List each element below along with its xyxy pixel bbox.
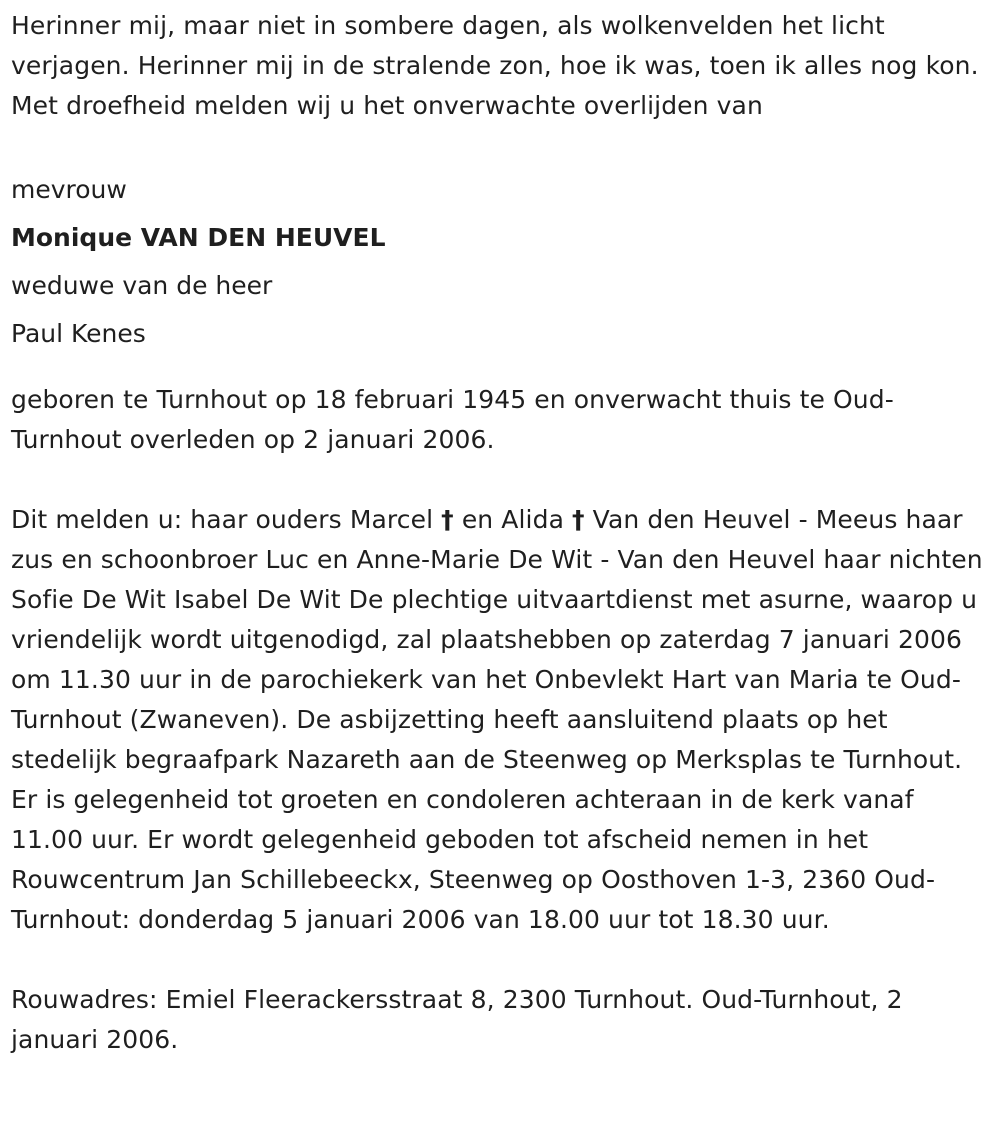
deceased-name: Monique VAN DEN HEUVEL (11, 223, 386, 252)
spacer (11, 358, 989, 380)
cross-icon: † (441, 505, 454, 534)
announcement-text-3: Van den Heuvel - Meeus haar zus en schoonbroer Luc en Anne-Marie De Wit - Van den Heuvel haar nichten Sofie De Wit Isabel De Wit De plechtige uitvaartdienst met asurne, waarop u vriendelijk wordt uitgenodigd, zal plaatshebben op zaterdag 7 januari 2006 om 11.30 uur in de parochiekerk van het Onbevlekt Hart van Maria te Oud-Turnhout (Zwaneven). De asbijzetting heeft aansluitend plaats op het stedelijk begraafpark Nazareth aan de Steenweg op Merksplas te Turnhout. Er is gelegenheid tot groeten en condoleren achteraan in de kerk vanaf 11.00 uur. Er wordt gelegenheid geboden tot afscheid nemen in het Rouwcentrum Jan Schillebeeckx, Steenweg op Oosthoven 1-3, 2360 Oud-Turnhout: donderdag 5 januari 2006 van 18.00 uur tot 18.30 uur. (11, 505, 983, 934)
address-paragraph: Rouwadres: Emiel Fleerackersstraat 8, 2300 Turnhout. Oud-Turnhout, 2 januari 2006. (11, 985, 903, 1054)
birth-death-paragraph: geboren te Turnhout op 18 februari 1945 en onverwacht thuis te Oud-Turnhout overleden op 2 januari 2006. (11, 385, 894, 454)
spacer (11, 940, 989, 980)
spouse-name: Paul Kenes (11, 319, 146, 348)
spacer (11, 460, 989, 500)
deceased-title: mevrouw (11, 175, 127, 204)
announcement-paragraph (11, 500, 989, 940)
relation-line: weduwe van de heer (11, 271, 273, 300)
announcement-text-1: Dit melden u: haar ouders Marcel (11, 505, 442, 534)
obituary-document (11, 6, 989, 1060)
announcement-text-2: en Alida (453, 505, 573, 534)
spacer (11, 126, 989, 166)
cross-icon: † (572, 505, 585, 534)
intro-paragraph: Herinner mij, maar niet in sombere dagen, als wolkenvelden het licht verjagen. Herinner mij in de stralende zon, hoe ik was, toen ik alles nog kon. Met droefheid melden wij u het onverwachte overlijden van (11, 11, 979, 120)
